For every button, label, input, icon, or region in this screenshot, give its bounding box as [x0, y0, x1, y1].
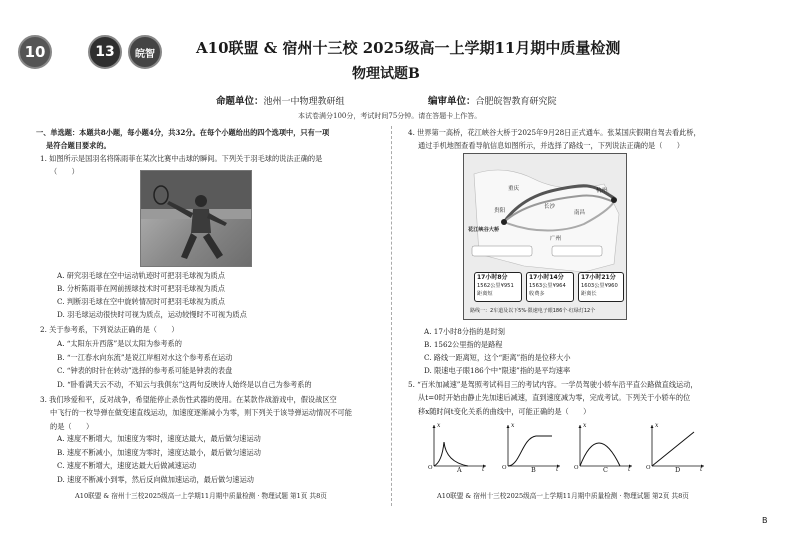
- route-option-3[interactable]: 17小时21分 1603公里¥960 距离长: [578, 272, 624, 302]
- graph-c-letter: C: [603, 466, 608, 474]
- map-label-guiyang: 贵阳: [494, 208, 506, 214]
- question-2-option-b[interactable]: B. “一江春水向东流”是说江岸相对水这个参考系在运动: [57, 352, 233, 362]
- graph-b-drawing: [502, 422, 564, 472]
- map-label-guangzhou: 广州: [550, 236, 562, 242]
- exam-subtitle: 物理试题B: [352, 66, 420, 82]
- graph-d-letter: D: [675, 466, 681, 474]
- map-label-bridge: 花江峡谷大桥: [468, 227, 500, 233]
- graph-option-b[interactable]: [502, 422, 564, 472]
- graph-c-drawing: [574, 422, 636, 472]
- route-option-2[interactable]: 17小时14分 1563公里¥964 收费多: [526, 272, 574, 302]
- map-label-changsha: 长沙: [544, 204, 556, 210]
- graph-option-a[interactable]: [428, 422, 490, 472]
- graph-d-x-label: x: [655, 422, 659, 429]
- proposer-line: 命题单位：池州一中物理教研组: [216, 96, 345, 107]
- graph-a-t-label: t: [482, 466, 485, 473]
- question-1-option-b[interactable]: B. 分析陈雨菲在网前搓球技术时可把羽毛球视为质点: [57, 284, 225, 293]
- graph-a-drawing: [428, 422, 490, 472]
- question-2-option-d[interactable]: D. “卧看满天云不动，不知云与我俱东”这两句反映诗人始终是以自己为参考系的: [57, 379, 312, 389]
- school-13-logo: 13: [88, 35, 122, 69]
- column-divider: [391, 126, 392, 506]
- exam-title: A10联盟 & 宿州十三校 2025级高一上学期11月期中质量检测: [196, 39, 621, 57]
- question-1-option-c[interactable]: C. 判断羽毛球在空中旋转情况时可把羽毛球视为质点: [57, 297, 225, 306]
- graph-b-origin: O: [502, 465, 507, 471]
- question-1-option-a[interactable]: A. 研究羽毛球在空中运动轨迹时可把羽毛球视为质点: [57, 271, 225, 280]
- graph-c-origin: O: [574, 465, 579, 471]
- graph-c-t-label: t: [628, 466, 631, 473]
- alliance-logo: 10: [18, 35, 52, 69]
- graph-b-t-label: t: [556, 466, 559, 473]
- graph-a-origin: O: [428, 465, 433, 471]
- question-3-options: [57, 434, 261, 488]
- question-3-option-a[interactable]: A. 速度不断增大，加速度为零时，速度达最大，最后做匀速运动: [57, 434, 261, 443]
- page-2-footer: A10联盟 & 宿州十三校2025级高一上学期11月期中质量检测 · 物理试题 第2页 共8页: [437, 492, 689, 500]
- route-option-1[interactable]: 17小时8分 1562公里¥951 距离短: [474, 272, 522, 302]
- section-heading: 一、单选题：本题共8小题，每小题4分，共32分。在每个小题给出的四个选项中，只有一项 是符合题目要求的。: [36, 128, 330, 151]
- question-3-stem: 3. 我们珍爱和平，反对战争，希望能停止杀伤性武器的使用。在某款作战游戏中，假设战区空 中飞行的一枚导弹在做变速直线运动，加速度逐渐减小为零，则下列关于该导弹运动情况不可能 的是（ ）: [40, 395, 352, 431]
- graph-a-letter: A: [457, 466, 462, 474]
- badminton-photo: [140, 170, 252, 267]
- question-4-option-a[interactable]: A. 17小时8分指的是时刻: [424, 327, 505, 336]
- player-silhouette: [141, 171, 251, 266]
- question-2-option-a[interactable]: A. “太阳东升西落”是以太阳为参考系的: [57, 339, 182, 348]
- question-2-stem: 2. 关于参考系，下列说法正确的是（ ）: [40, 325, 179, 334]
- question-3-option-d[interactable]: D. 速度不断减小到零，然后反向做加速运动，最后做匀速运动: [57, 474, 254, 484]
- question-4-option-d[interactable]: D. 限速电子眼186个中“限速”指的是平均速率: [424, 366, 571, 375]
- question-4-option-b[interactable]: B. 1562公里指的是路程: [424, 340, 503, 349]
- graph-d-t-label: t: [700, 466, 703, 473]
- question-4-options: [424, 327, 571, 379]
- map-label-hangzhou: 杭州: [596, 188, 608, 194]
- question-1-option-d[interactable]: D. 羽毛球运动很快时可视为质点，运动较慢时不可视为质点: [57, 310, 247, 319]
- graph-option-c[interactable]: [574, 422, 636, 472]
- graph-option-d[interactable]: [646, 422, 708, 472]
- question-4-stem: 4. 世界第一高桥，花江峡谷大桥于2025年9月28日正式通车。张某国庆假期自驾去看此桥， 通过手机地图查看导航信息如图所示，并选择了路线一，下列说法正确的是（ ）: [408, 128, 701, 151]
- graph-d-drawing: [646, 422, 708, 472]
- page-1-footer: A10联盟 & 宿州十三校2025级高一上学期11月期中质量检测 · 物理试题 第1页 共8页: [75, 492, 327, 500]
- graph-b-letter: B: [531, 466, 536, 474]
- reviewer-line: 编审单位：合肥皖智教育研究院: [428, 96, 557, 107]
- route-note: 路线一：2车道及以下5%·限速电子眼186个·红绿灯12个: [470, 308, 596, 314]
- question-4-option-c[interactable]: C. 路线一距离短，这个“距离”指的是位移大小: [424, 353, 571, 362]
- question-5-stem: 5. “百米加减速”是驾照考试科目三的考试内容。一学员驾驶小轿车沿平直公路做直线运动， 从t=0时开始由静止先加速后减速，直到速度减为零，完成考试。下列关于小轿车的位 移x随时间t变化关系的曲线中，可能正确的是（ ）: [408, 380, 698, 416]
- graph-a-x-label: x: [437, 422, 441, 429]
- graph-c-x-label: x: [583, 422, 587, 429]
- wanzhi-logo: 皖智: [128, 35, 162, 69]
- map-label-chongqing: 重庆: [508, 186, 520, 192]
- question-1-options: [57, 271, 247, 323]
- map-label-nanchang: 南昌: [574, 210, 586, 216]
- exam-note: 本试卷满分100分，考试时间75分钟。请在答题卡上作答。: [298, 112, 482, 120]
- graph-d-origin: O: [646, 465, 651, 471]
- question-1-stem: 1. 如图所示是国羽名将陈雨菲在某次比赛中击球的瞬间。下列关于羽毛球的说法正确的是 （ ）: [40, 154, 323, 177]
- question-3-option-b[interactable]: B. 速度不断减小，加速度为零时，速度达最小，最后做匀速运动: [57, 447, 261, 457]
- question-3-option-c[interactable]: C. 速度不断增大，速度达最大后做减速运动: [57, 461, 197, 470]
- corner-version-mark: B: [762, 516, 768, 525]
- question-2-options: [57, 339, 312, 393]
- question-2-option-c[interactable]: C. “钟表的时针在转动”选择的参考系可能是钟表的表盘: [57, 366, 233, 375]
- graph-b-x-label: x: [511, 422, 515, 429]
